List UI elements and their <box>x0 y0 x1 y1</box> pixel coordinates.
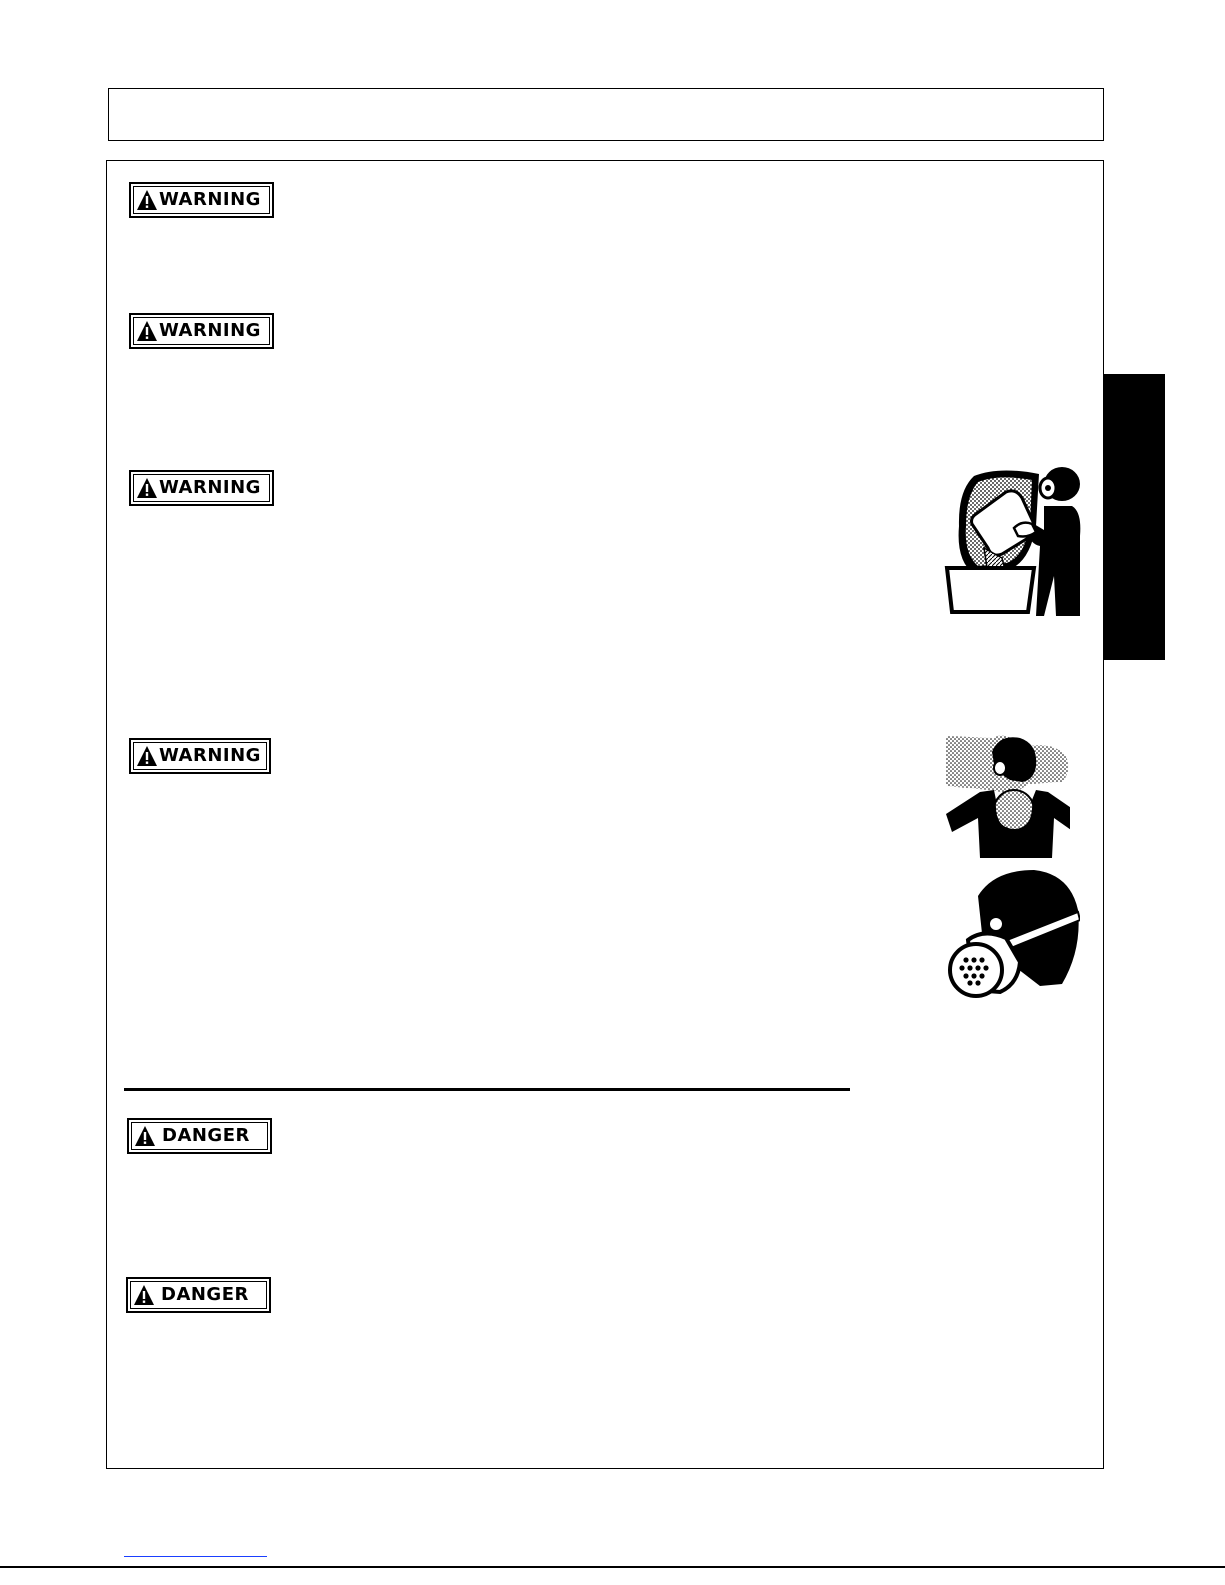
exclamation-triangle-icon <box>136 477 158 499</box>
exclamation-triangle-icon <box>133 1284 155 1306</box>
exclamation-triangle-icon <box>136 320 158 342</box>
section-tab <box>1104 374 1165 660</box>
warning-label-1 <box>129 182 274 218</box>
person-with-respirator-pouring-icon <box>944 466 1084 618</box>
danger-label-1 <box>127 1118 272 1154</box>
footer-link-underline <box>124 1556 267 1557</box>
danger-label-2 <box>126 1277 271 1313</box>
warning-label-text: WARNING <box>159 189 261 210</box>
warning-label-text: WARNING <box>159 745 261 766</box>
warning-label-4 <box>129 738 271 774</box>
warning-label-text: WARNING <box>159 477 261 498</box>
respirator-mask-icon <box>944 866 1080 1002</box>
exclamation-triangle-icon <box>136 745 158 767</box>
exclamation-triangle-icon <box>134 1125 156 1147</box>
warning-label-text: WARNING <box>159 320 261 341</box>
person-inhaling-dust-icon <box>944 732 1070 858</box>
exclamation-triangle-icon <box>136 189 158 211</box>
section-divider <box>124 1088 850 1091</box>
danger-label-text: DANGER <box>162 1125 250 1146</box>
warning-label-2 <box>129 313 274 349</box>
bottom-rule <box>0 1566 1225 1568</box>
page-header <box>108 88 1104 141</box>
danger-label-text: DANGER <box>161 1284 249 1305</box>
warning-label-3 <box>129 470 274 506</box>
